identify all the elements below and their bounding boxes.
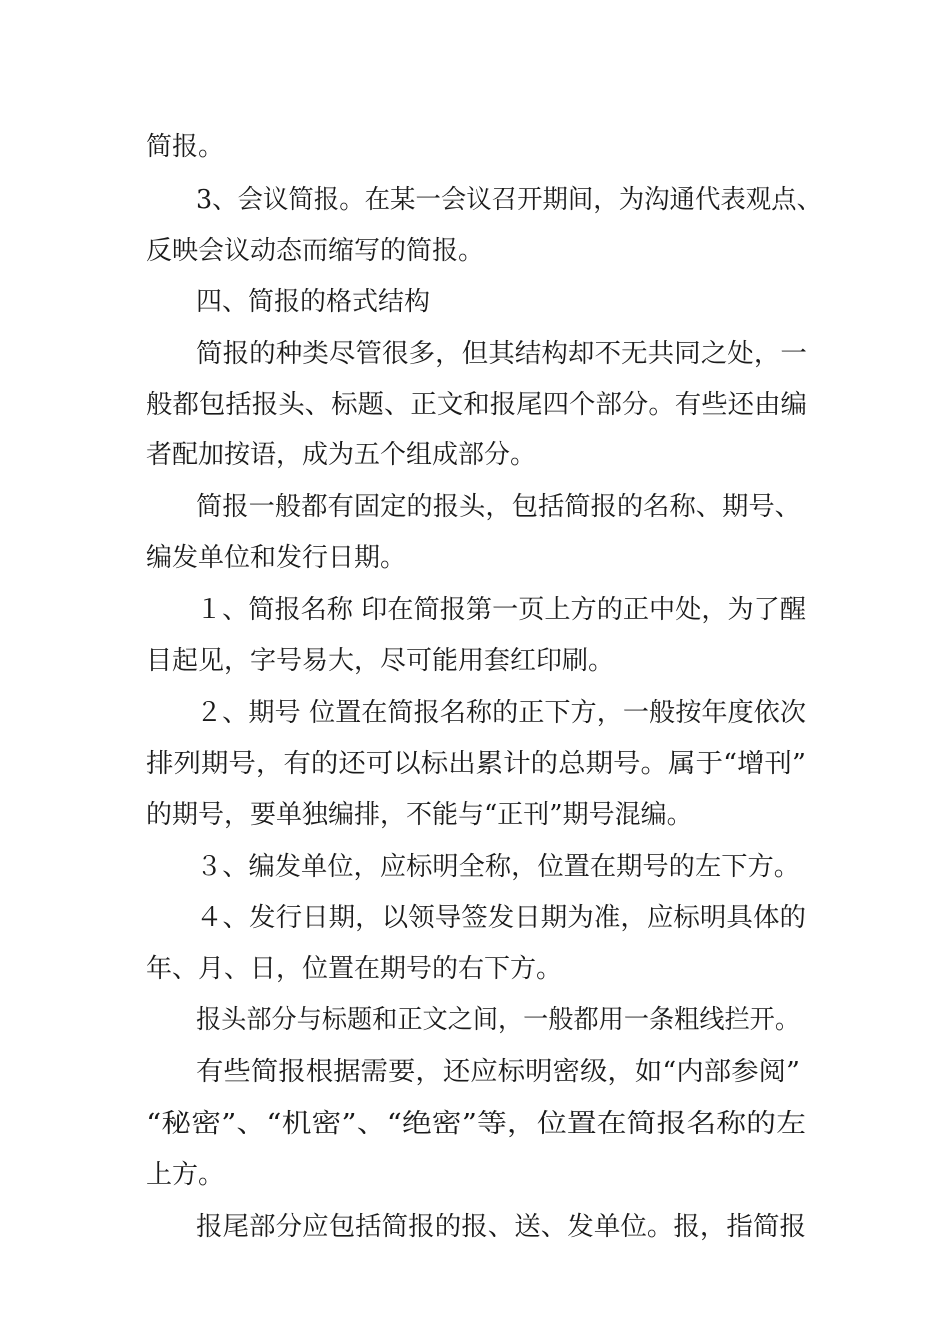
text-line-1: 简报。	[146, 132, 225, 162]
text-line-12: ２、期号 位置在简报名称的正下方，一般按年度依次	[196, 698, 806, 728]
text-line-8: 简报一般都有固定的报头，包括简报的名称、期号、	[196, 492, 801, 522]
text-line-20: “秘密”、“机密”、“绝密”等，位置在简报名称的左	[146, 1109, 806, 1139]
text-line-10: １、简报名称 印在简报第一页上方的正中处，为了醒	[196, 595, 806, 625]
text-line-19: 有些简报根据需要，还应标明密级，如“内部参阅”	[196, 1057, 800, 1087]
text-line-16: ４、发行日期，以领导签发日期为准，应标明具体的	[196, 903, 806, 933]
text-line-18: 报头部分与标题和正文之间，一般都用一条粗线拦开。	[196, 1005, 800, 1035]
text-line-6: 般都包括报头、标题、正文和报尾四个部分。有些还由编	[146, 390, 807, 420]
text-line-21: 上方。	[146, 1160, 225, 1190]
text-line-15: ３、编发单位，应标明全称，位置在期号的左下方。	[196, 852, 800, 882]
section-heading: 四、简报的格式结构	[196, 287, 431, 317]
text-line-22: 报尾部分应包括简报的报、送、发单位。报，指简报	[196, 1212, 806, 1242]
text-line-3: 反映会议动态而缩写的简报。	[146, 236, 485, 266]
text-line-7: 者配加按语，成为五个组成部分。	[146, 440, 537, 470]
text-line-5: 简报的种类尽管很多，但其结构却不无共同之处，一	[196, 339, 807, 369]
text-line-13: 排列期号，有的还可以标出累计的总期号。属于“增刊”	[146, 749, 806, 779]
text-line-17: 年、月、日，位置在期号的右下方。	[146, 954, 563, 984]
text-line-14: 的期号，要单独编排，不能与“正刊”期号混编。	[146, 800, 693, 830]
text-line-2: 3、会议简报。在某一会议召开期间，为沟通代表观点、	[196, 185, 822, 215]
text-line-9: 编发单位和发行日期。	[146, 543, 407, 573]
text-line-11: 目起见，字号易大，尽可能用套红印刷。	[146, 646, 615, 676]
